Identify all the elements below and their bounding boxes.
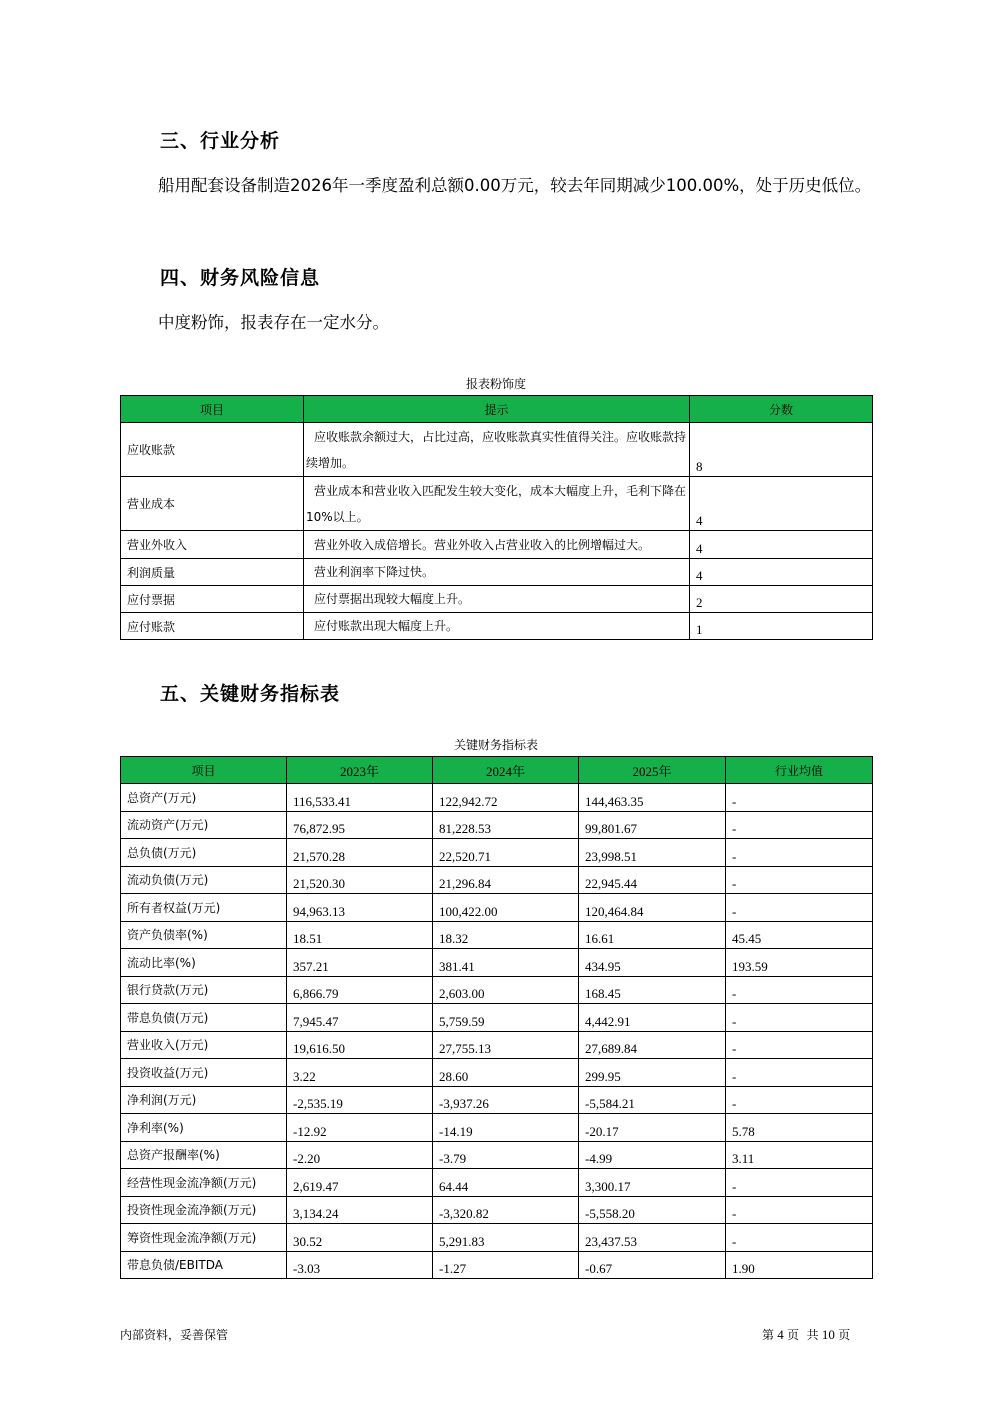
indicator-cell-item: 总资产(万元) — [121, 784, 287, 812]
risk-score: 4 — [690, 531, 873, 559]
indicator-cell-item: 银行贷款(万元) — [121, 976, 287, 1004]
indicator-cell-2025: 23,437.53 — [579, 1224, 726, 1252]
indicator-cell-industry-avg: - — [726, 976, 873, 1004]
table-row — [121, 1251, 873, 1279]
indicator-cell-2024: 122,942.72 — [433, 784, 579, 812]
indicator-cell-2025: 16.61 — [579, 921, 726, 949]
indicator-cell-2024: 28.60 — [433, 1059, 579, 1087]
indicator-cell-industry-avg: - — [726, 1169, 873, 1197]
indicator-cell-item: 营业收入(万元) — [121, 1031, 287, 1059]
indicator-cell-2025: 22,945.44 — [579, 866, 726, 894]
indicator-cell-2024: 27,755.13 — [433, 1031, 579, 1059]
indicator-cell-2025: 120,464.84 — [579, 894, 726, 922]
indicator-cell-industry-avg: 3.11 — [726, 1141, 873, 1169]
indicator-cell-industry-avg: - — [726, 866, 873, 894]
risk-score: 4 — [690, 559, 873, 586]
indicator-cell-industry-avg: - — [726, 784, 873, 812]
table-row — [121, 1141, 873, 1169]
risk-tip: 应付票据出现较大幅度上升。 — [304, 586, 690, 613]
indicator-cell-2025: 27,689.84 — [579, 1031, 726, 1059]
risk-header-tip: 提示 — [304, 396, 690, 423]
risk-tip: 营业外收入成倍增长。营业外收入占营业收入的比例增幅过大。 — [304, 531, 690, 559]
indicator-cell-industry-avg: - — [726, 1224, 873, 1252]
risk-item: 应付票据 — [121, 586, 304, 613]
indicator-cell-industry-avg: - — [726, 1059, 873, 1087]
indicator-cell-item: 经营性现金流净额(万元) — [121, 1169, 287, 1197]
indicator-header-industry-avg: 行业均值 — [726, 757, 873, 784]
indicator-cell-2023: 18.51 — [287, 921, 433, 949]
risk-table-header-row — [121, 396, 873, 423]
indicator-cell-2023: 19,616.50 — [287, 1031, 433, 1059]
indicator-header-item: 项目 — [121, 757, 287, 784]
table-row — [121, 1059, 873, 1087]
indicator-cell-2025: 434.95 — [579, 949, 726, 977]
indicator-cell-2025: -0.67 — [579, 1251, 726, 1279]
risk-header-score: 分数 — [690, 396, 873, 423]
indicator-cell-2024: -3,320.82 — [433, 1196, 579, 1224]
risk-score: 2 — [690, 586, 873, 613]
indicator-table-caption: 关键财务指标表 — [453, 738, 538, 752]
indicator-cell-2025: -4.99 — [579, 1141, 726, 1169]
table-row — [121, 1031, 873, 1059]
indicator-cell-industry-avg: - — [726, 1031, 873, 1059]
indicator-cell-item: 总资产报酬率(%) — [121, 1141, 287, 1169]
risk-table-caption: 报表粉饰度 — [465, 377, 526, 391]
indicator-header-2023: 2023年 — [287, 757, 433, 784]
indicator-table-header-row — [121, 757, 873, 784]
risk-score: 4 — [690, 477, 873, 531]
table-row — [121, 866, 873, 894]
indicator-cell-2023: 6,866.79 — [287, 976, 433, 1004]
table-row — [121, 531, 873, 559]
indicator-cell-2023: -12.92 — [287, 1114, 433, 1142]
indicator-cell-industry-avg: - — [726, 1086, 873, 1114]
indicator-cell-industry-avg: - — [726, 894, 873, 922]
indicator-cell-industry-avg: 1.90 — [726, 1251, 873, 1279]
indicator-cell-2024: 5,759.59 — [433, 1004, 579, 1032]
indicator-cell-industry-avg: - — [726, 839, 873, 867]
risk-table — [120, 395, 873, 640]
indicator-cell-2023: 21,570.28 — [287, 839, 433, 867]
indicator-cell-2023: -2.20 — [287, 1141, 433, 1169]
indicator-cell-2025: 299.95 — [579, 1059, 726, 1087]
table-row — [121, 811, 873, 839]
indicator-cell-2023: 21,520.30 — [287, 866, 433, 894]
indicator-cell-item: 带息负债/EBITDA — [121, 1251, 287, 1279]
indicator-cell-item: 所有者权益(万元) — [121, 894, 287, 922]
table-row — [121, 559, 873, 586]
indicator-cell-2024: 18.32 — [433, 921, 579, 949]
indicator-cell-item: 流动资产(万元) — [121, 811, 287, 839]
indicator-cell-2025: -5,584.21 — [579, 1086, 726, 1114]
indicator-cell-2024: 81,228.53 — [433, 811, 579, 839]
indicator-cell-item: 资产负债率(%) — [121, 921, 287, 949]
indicator-cell-item: 净利润(万元) — [121, 1086, 287, 1114]
indicator-cell-item: 流动比率(%) — [121, 949, 287, 977]
footer-page-number — [762, 1326, 850, 1343]
indicator-cell-2025: -5,558.20 — [579, 1196, 726, 1224]
indicator-cell-industry-avg: - — [726, 811, 873, 839]
indicator-cell-2025: 99,801.67 — [579, 811, 726, 839]
section-5-heading: 五、关键财务指标表 — [160, 683, 341, 705]
table-row — [121, 921, 873, 949]
table-row — [121, 586, 873, 613]
page-prefix: 第 — [762, 1328, 775, 1342]
risk-item: 利润质量 — [121, 559, 304, 586]
indicator-cell-item: 净利率(%) — [121, 1114, 287, 1142]
table-row — [121, 1086, 873, 1114]
table-row — [121, 949, 873, 977]
indicator-cell-2023: 357.21 — [287, 949, 433, 977]
indicator-cell-2025: 168.45 — [579, 976, 726, 1004]
risk-tip: 应付账款出现大幅度上升。 — [304, 613, 690, 640]
risk-score: 1 — [690, 613, 873, 640]
indicator-cell-2025: -20.17 — [579, 1114, 726, 1142]
indicator-cell-2025: 23,998.51 — [579, 839, 726, 867]
table-row — [121, 1004, 873, 1032]
table-row — [121, 1169, 873, 1197]
table-row — [121, 839, 873, 867]
indicator-cell-2024: 5,291.83 — [433, 1224, 579, 1252]
indicator-cell-2024: 22,520.71 — [433, 839, 579, 867]
indicator-cell-item: 投资性现金流净额(万元) — [121, 1196, 287, 1224]
indicator-cell-item: 带息负债(万元) — [121, 1004, 287, 1032]
section-3-heading: 三、行业分析 — [160, 130, 281, 152]
indicator-cell-2023: 94,963.13 — [287, 894, 433, 922]
indicator-cell-item: 投资收益(万元) — [121, 1059, 287, 1087]
indicator-cell-item: 总负债(万元) — [121, 839, 287, 867]
indicator-cell-industry-avg: - — [726, 1004, 873, 1032]
indicator-cell-2023: 76,872.95 — [287, 811, 433, 839]
page-mid: 页 共 — [787, 1328, 819, 1342]
risk-tip: 营业成本和营业收入匹配发生较大变化，成本大幅度上升，毛利下降在10%以上。 — [304, 477, 690, 531]
indicator-cell-2023: 116,533.41 — [287, 784, 433, 812]
indicator-cell-2024: -3,937.26 — [433, 1086, 579, 1114]
footer-confidential-note: 内部资料，妥善保管 — [120, 1328, 229, 1342]
risk-item: 应付账款 — [121, 613, 304, 640]
table-row — [121, 1196, 873, 1224]
indicator-cell-2024: 100,422.00 — [433, 894, 579, 922]
table-row — [121, 477, 873, 531]
indicator-cell-industry-avg: 193.59 — [726, 949, 873, 977]
indicator-header-2024: 2024年 — [433, 757, 579, 784]
indicator-cell-2023: 3.22 — [287, 1059, 433, 1087]
indicator-cell-2024: -1.27 — [433, 1251, 579, 1279]
risk-header-item: 项目 — [121, 396, 304, 423]
table-row — [121, 784, 873, 812]
page-total: 10 — [821, 1327, 835, 1342]
table-row — [121, 976, 873, 1004]
table-row — [121, 423, 873, 477]
indicator-header-2025: 2025年 — [579, 757, 726, 784]
indicator-cell-item: 流动负债(万元) — [121, 866, 287, 894]
table-row — [121, 894, 873, 922]
indicator-cell-2023: -3.03 — [287, 1251, 433, 1279]
risk-tip: 应收账款余额过大，占比过高，应收账款真实性值得关注。应收账款持续增加。 — [304, 423, 690, 477]
indicator-cell-item: 筹资性现金流净额(万元) — [121, 1224, 287, 1252]
table-row — [121, 1114, 873, 1142]
indicator-cell-industry-avg: 5.78 — [726, 1114, 873, 1142]
indicator-cell-industry-avg: 45.45 — [726, 921, 873, 949]
indicator-cell-2023: 2,619.47 — [287, 1169, 433, 1197]
section-4-heading: 四、财务风险信息 — [160, 267, 321, 289]
section-3-paragraph: 船用配套设备制造2026年一季度盈利总额0.00万元，较去年同期减少100.00%，处于历史低位。 — [158, 176, 872, 195]
indicator-cell-2024: -14.19 — [433, 1114, 579, 1142]
indicator-cell-industry-avg: - — [726, 1196, 873, 1224]
section-4-paragraph: 中度粉饰，报表存在一定水分。 — [158, 313, 389, 332]
indicator-cell-2024: 381.41 — [433, 949, 579, 977]
indicator-table — [120, 756, 873, 1279]
risk-item: 营业成本 — [121, 477, 304, 531]
indicator-cell-2023: 30.52 — [287, 1224, 433, 1252]
indicator-cell-2025: 4,442.91 — [579, 1004, 726, 1032]
indicator-cell-2023: 7,945.47 — [287, 1004, 433, 1032]
risk-item: 营业外收入 — [121, 531, 304, 559]
indicator-cell-2024: -3.79 — [433, 1141, 579, 1169]
indicator-cell-2024: 2,603.00 — [433, 976, 579, 1004]
indicator-cell-2024: 21,296.84 — [433, 866, 579, 894]
indicator-cell-2023: 3,134.24 — [287, 1196, 433, 1224]
indicator-cell-2024: 64.44 — [433, 1169, 579, 1197]
table-row — [121, 613, 873, 640]
risk-score: 8 — [690, 423, 873, 477]
page-suffix: 页 — [838, 1328, 851, 1342]
indicator-cell-2025: 144,463.35 — [579, 784, 726, 812]
table-row — [121, 1224, 873, 1252]
indicator-cell-2023: -2,535.19 — [287, 1086, 433, 1114]
risk-tip: 营业利润率下降过快。 — [304, 559, 690, 586]
indicator-cell-2025: 3,300.17 — [579, 1169, 726, 1197]
page-current: 4 — [777, 1327, 784, 1342]
risk-item: 应收账款 — [121, 423, 304, 477]
